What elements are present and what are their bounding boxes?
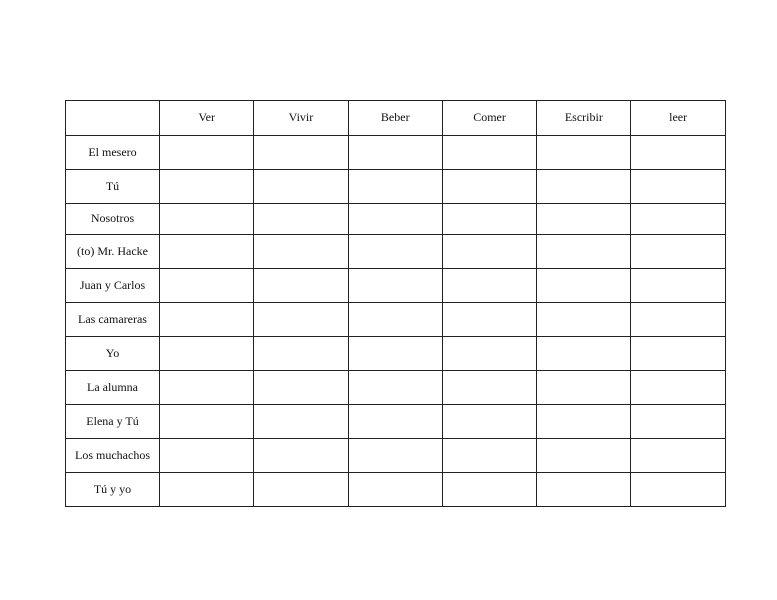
- answer-cell[interactable]: [537, 170, 631, 204]
- answer-cell[interactable]: [631, 405, 725, 439]
- answer-cell[interactable]: [631, 136, 725, 170]
- answer-cell[interactable]: [254, 136, 348, 170]
- row-label: Nosotros: [66, 204, 160, 235]
- answer-cell[interactable]: [160, 371, 254, 405]
- answer-cell[interactable]: [537, 204, 631, 235]
- answer-cell[interactable]: [254, 405, 348, 439]
- answer-cell[interactable]: [348, 405, 442, 439]
- table-row: [66, 473, 726, 507]
- row-label: Elena y Tú: [66, 405, 160, 439]
- answer-cell[interactable]: [442, 235, 536, 269]
- answer-cell[interactable]: [631, 269, 725, 303]
- answer-cell[interactable]: [537, 303, 631, 337]
- table-row: [66, 204, 726, 235]
- row-label: Tú y yo: [66, 473, 160, 507]
- answer-cell[interactable]: [631, 337, 725, 371]
- answer-cell[interactable]: [160, 337, 254, 371]
- answer-cell[interactable]: [442, 303, 536, 337]
- answer-cell[interactable]: [160, 269, 254, 303]
- row-label: Tú: [66, 170, 160, 204]
- table-row: [66, 371, 726, 405]
- answer-cell[interactable]: [442, 371, 536, 405]
- answer-cell[interactable]: [631, 439, 725, 473]
- answer-cell[interactable]: [348, 269, 442, 303]
- answer-cell[interactable]: [631, 235, 725, 269]
- answer-cell[interactable]: [254, 269, 348, 303]
- answer-cell[interactable]: [442, 136, 536, 170]
- answer-cell[interactable]: [160, 473, 254, 507]
- answer-cell[interactable]: [254, 439, 348, 473]
- answer-cell[interactable]: [537, 337, 631, 371]
- header-cell-leer: leer: [631, 101, 725, 136]
- answer-cell[interactable]: [348, 235, 442, 269]
- answer-cell[interactable]: [160, 439, 254, 473]
- row-label: El mesero: [66, 136, 160, 170]
- row-label: Juan y Carlos: [66, 269, 160, 303]
- row-label: Yo: [66, 337, 160, 371]
- header-cell-corner: [66, 101, 160, 136]
- answer-cell[interactable]: [254, 170, 348, 204]
- answer-cell[interactable]: [160, 303, 254, 337]
- answer-cell[interactable]: [631, 204, 725, 235]
- answer-cell[interactable]: [254, 473, 348, 507]
- answer-cell[interactable]: [631, 371, 725, 405]
- answer-cell[interactable]: [348, 303, 442, 337]
- answer-cell[interactable]: [442, 170, 536, 204]
- answer-cell[interactable]: [442, 269, 536, 303]
- answer-cell[interactable]: [160, 405, 254, 439]
- row-label: Las camareras: [66, 303, 160, 337]
- conjugation-table: [65, 100, 726, 507]
- answer-cell[interactable]: [254, 235, 348, 269]
- answer-cell[interactable]: [160, 170, 254, 204]
- header-row: [66, 101, 726, 136]
- answer-cell[interactable]: [537, 235, 631, 269]
- answer-cell[interactable]: [348, 204, 442, 235]
- answer-cell[interactable]: [254, 204, 348, 235]
- answer-cell[interactable]: [537, 269, 631, 303]
- answer-cell[interactable]: [348, 439, 442, 473]
- answer-cell[interactable]: [537, 439, 631, 473]
- row-label: Los muchachos: [66, 439, 160, 473]
- header-cell-escribir: Escribir: [537, 101, 631, 136]
- table-row: [66, 136, 726, 170]
- answer-cell[interactable]: [631, 170, 725, 204]
- answer-cell[interactable]: [348, 170, 442, 204]
- table-row: [66, 405, 726, 439]
- answer-cell[interactable]: [442, 473, 536, 507]
- answer-cell[interactable]: [537, 473, 631, 507]
- answer-cell[interactable]: [160, 136, 254, 170]
- header-cell-comer: Comer: [442, 101, 536, 136]
- answer-cell[interactable]: [631, 473, 725, 507]
- answer-cell[interactable]: [631, 303, 725, 337]
- row-label: (to) Mr. Hacke: [66, 235, 160, 269]
- table-row: [66, 337, 726, 371]
- answer-cell[interactable]: [348, 337, 442, 371]
- answer-cell[interactable]: [442, 337, 536, 371]
- table-row: [66, 235, 726, 269]
- header-cell-ver: Ver: [160, 101, 254, 136]
- answer-cell[interactable]: [442, 439, 536, 473]
- answer-cell[interactable]: [254, 303, 348, 337]
- answer-cell[interactable]: [254, 337, 348, 371]
- answer-cell[interactable]: [537, 371, 631, 405]
- answer-cell[interactable]: [254, 371, 348, 405]
- answer-cell[interactable]: [442, 405, 536, 439]
- table-row: [66, 170, 726, 204]
- header-cell-beber: Beber: [348, 101, 442, 136]
- answer-cell[interactable]: [537, 405, 631, 439]
- header-cell-vivir: Vivir: [254, 101, 348, 136]
- answer-cell[interactable]: [160, 235, 254, 269]
- answer-cell[interactable]: [348, 473, 442, 507]
- answer-cell[interactable]: [537, 136, 631, 170]
- table-row: [66, 439, 726, 473]
- table-row: [66, 303, 726, 337]
- row-label: La alumna: [66, 371, 160, 405]
- table-row: [66, 269, 726, 303]
- answer-cell[interactable]: [442, 204, 536, 235]
- answer-cell[interactable]: [348, 136, 442, 170]
- answer-cell[interactable]: [348, 371, 442, 405]
- answer-cell[interactable]: [160, 204, 254, 235]
